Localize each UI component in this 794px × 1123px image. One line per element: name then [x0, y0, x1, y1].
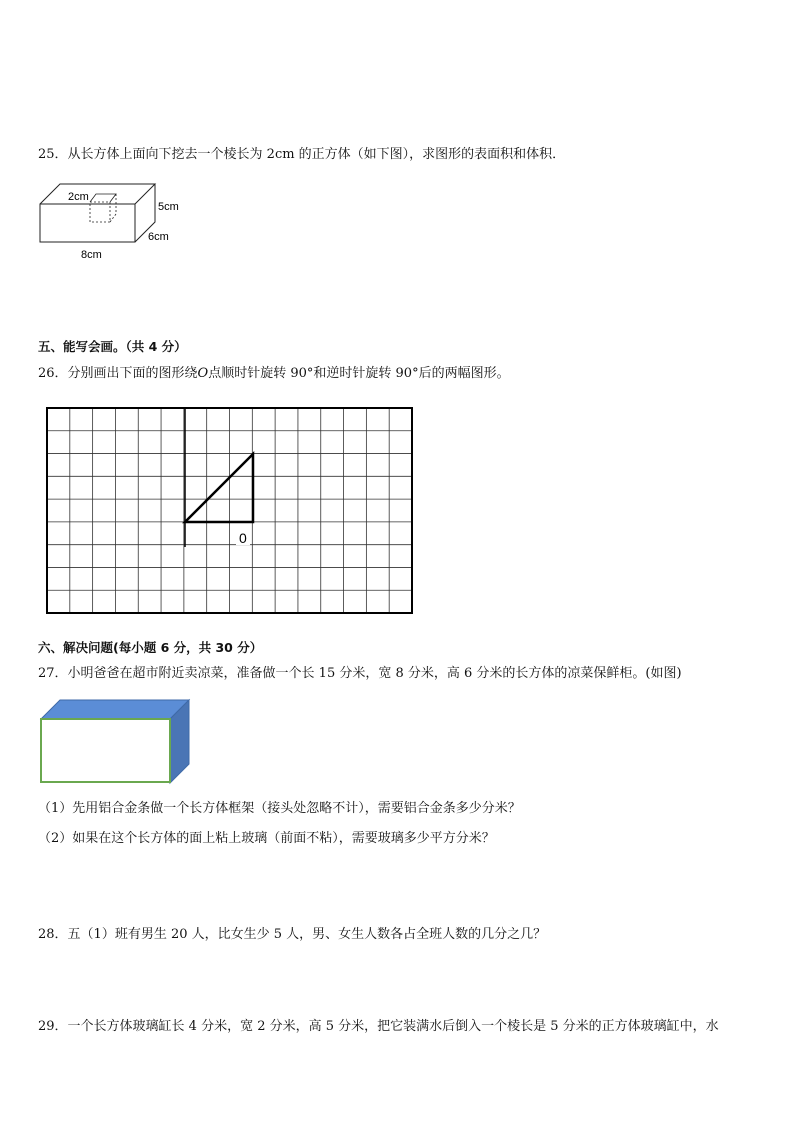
- section-6-heading: 六、解决问题(每小题 6 分，共 30 分）: [38, 640, 263, 655]
- label-depth: 6cm: [148, 231, 169, 243]
- question-29-text: 29．一个长方体玻璃缸长 4 分米，宽 2 分米，高 5 分米，把它装满水后倒入一个棱长是 5 分米的正方体玻璃缸中，水: [38, 1019, 719, 1034]
- q26-suffix: 点顺时针旋转 90°和逆时针旋转 90°后的两幅图形。: [208, 366, 510, 381]
- q27-cabinet-figure: [38, 698, 194, 786]
- cuboid-front-face: [40, 204, 135, 242]
- question-27-text: 27．小明爸爸在超市附近卖凉菜，准备做一个长 15 分米，宽 8 分米，高 6 分米的长方体的凉菜保鲜柜。(如图): [38, 666, 682, 681]
- q26-point-o: O: [197, 366, 209, 381]
- question-25-text: 25．从长方体上面向下挖去一个棱长为 2cm 的正方体（如下图），求图形的表面积和体积．: [38, 147, 566, 162]
- cabinet-front-face: [41, 719, 170, 782]
- grid-lines: [47, 408, 412, 613]
- label-length: 8cm: [81, 249, 102, 261]
- question-28-text: 28．五（1）班有男生 20 人，比女生少 5 人，男、女生人数各占全班人数的几分之几？: [38, 927, 547, 942]
- q25-cuboid-figure: [38, 178, 198, 266]
- q26-prefix: 26．分别画出下面的图形绕: [38, 366, 198, 381]
- cabinet-top-face: [41, 700, 189, 719]
- question-26-text: [38, 365, 510, 383]
- question-27-part-1: （1）先用铝合金条做一个长方体框架（接头处忽略不计），需要铝合金条多少分米？: [38, 801, 521, 816]
- question-27-part-2: （2）如果在这个长方体的面上粘上玻璃（前面不粘），需要玻璃多少平方分米？: [38, 831, 495, 846]
- label-height: 5cm: [158, 201, 179, 213]
- triangle-shape: [185, 454, 253, 522]
- rotation-grid: [46, 407, 414, 615]
- point-o-label: 0: [239, 530, 247, 546]
- removed-cube-dashed: [90, 194, 116, 222]
- section-5-heading: 五、能写会画。（共 4 分）: [38, 339, 187, 354]
- label-cube-edge: 2cm: [68, 191, 89, 203]
